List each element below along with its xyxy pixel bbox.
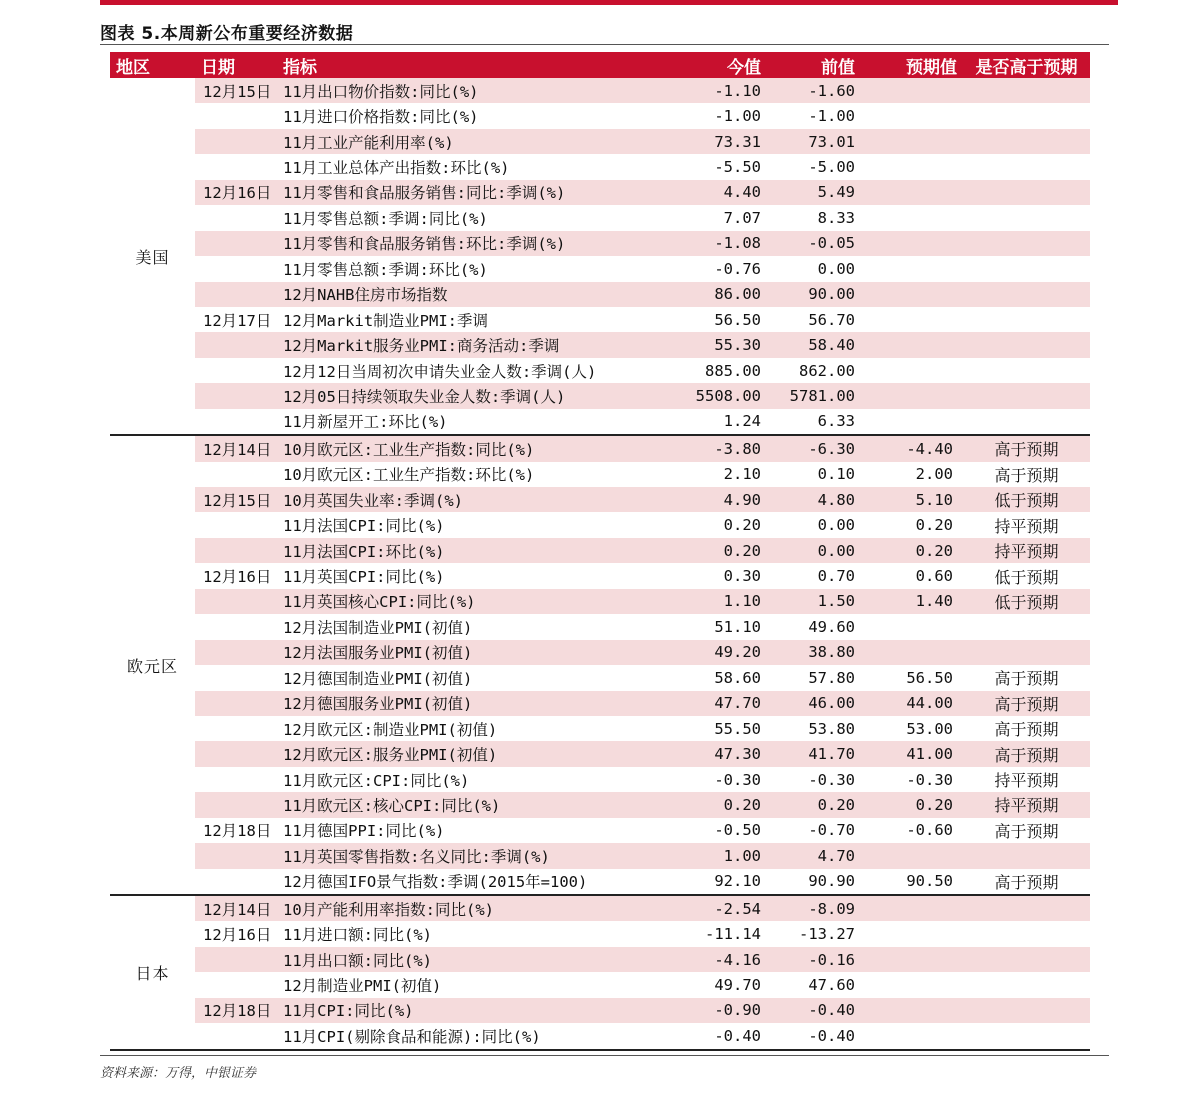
vs-expected-cell	[963, 614, 1090, 639]
date-cell	[195, 843, 283, 868]
indicator-cell: 10月英国失业率:季调(%)	[283, 487, 671, 512]
date-cell	[195, 154, 283, 179]
current-value-cell: -5.50	[714, 158, 761, 177]
current-value-cell: 49.20	[671, 640, 771, 665]
indicator-cell: 11月CPI(剔除食品和能源):同比(%)	[283, 1027, 541, 1046]
date-cell	[195, 716, 283, 741]
header-current: 今值	[671, 52, 771, 78]
previous-value-cell: 6.33	[817, 412, 855, 431]
date-cell	[195, 947, 283, 972]
current-value-cell: -0.30	[714, 770, 761, 789]
indicator-cell: 11月欧元区:CPI:同比(%)	[283, 771, 470, 790]
previous-value-cell: -0.40	[771, 998, 865, 1023]
previous-value-cell: -8.09	[771, 895, 865, 921]
indicator-cell: 11月法国CPI:环比(%)	[283, 538, 671, 563]
vs-expected-cell	[963, 256, 1090, 281]
vs-expected-cell: 持平预期	[994, 771, 1059, 791]
figure-title: 图表 5.本周新公布重要经济数据	[100, 24, 354, 44]
date-cell	[195, 640, 283, 665]
table-row	[110, 487, 1090, 512]
previous-value-cell: -1.60	[771, 78, 865, 103]
previous-value-cell: 5781.00	[771, 383, 865, 408]
table-row	[110, 129, 1090, 154]
indicator-cell: 11月法国CPI:同比(%)	[283, 517, 445, 536]
economic-data-table	[110, 52, 1090, 1051]
current-value-cell: 4.90	[671, 487, 771, 512]
vs-expected-cell: 高于预期	[963, 741, 1090, 766]
expected-value-cell	[865, 332, 963, 357]
current-value-cell: -0.50	[714, 821, 761, 840]
table-row	[110, 691, 1090, 716]
current-value-cell: -1.10	[671, 78, 771, 103]
table-row	[110, 512, 1090, 537]
current-value-cell: 0.20	[671, 538, 771, 563]
previous-value-cell: 90.90	[808, 872, 855, 891]
expected-value-cell: 1.40	[865, 589, 963, 614]
date-cell	[195, 767, 283, 792]
region-cell: 欧元区	[126, 656, 178, 676]
current-value-cell: 73.31	[671, 129, 771, 154]
date-cell	[195, 1023, 283, 1049]
vs-expected-cell	[963, 640, 1090, 665]
table-row	[110, 998, 1090, 1023]
vs-expected-cell	[963, 154, 1090, 179]
vs-expected-cell	[963, 409, 1090, 435]
current-value-cell: 92.10	[714, 872, 761, 891]
vs-expected-cell	[963, 383, 1090, 408]
table-row	[110, 332, 1090, 357]
current-value-cell: -0.76	[714, 259, 761, 278]
date-cell	[195, 741, 283, 766]
vs-expected-cell: 高于预期	[994, 872, 1059, 892]
indicator-cell: 11月欧元区:核心CPI:同比(%)	[283, 792, 671, 817]
top-accent-bar	[100, 0, 1118, 5]
previous-value-cell: -0.70	[808, 821, 855, 840]
date-cell	[195, 972, 283, 997]
expected-value-cell: -4.40	[865, 435, 963, 461]
expected-value-cell	[865, 78, 963, 103]
indicator-cell: 12月Markit制造业PMI:季调	[283, 311, 488, 330]
vs-expected-cell: 持平预期	[963, 792, 1090, 817]
table-row	[110, 358, 1090, 383]
expected-value-cell	[865, 843, 963, 868]
previous-value-cell: -0.16	[771, 947, 865, 972]
previous-value-cell: 0.10	[817, 465, 855, 484]
table-row	[110, 180, 1090, 205]
table-row	[110, 947, 1090, 972]
previous-value-cell: -1.00	[808, 107, 855, 126]
table-row	[110, 741, 1090, 766]
vs-expected-cell	[963, 921, 1090, 946]
previous-value-cell: -6.30	[771, 435, 865, 461]
expected-value-cell: 56.50	[906, 668, 953, 687]
table-row	[110, 665, 1090, 690]
indicator-cell: 12月NAHB住房市场指数	[283, 282, 671, 307]
vs-expected-cell	[963, 947, 1090, 972]
table-row	[110, 435, 1090, 461]
previous-value-cell: 73.01	[771, 129, 865, 154]
vs-expected-cell: 低于预期	[963, 589, 1090, 614]
current-value-cell: 47.30	[671, 741, 771, 766]
current-value-cell: 51.10	[714, 617, 761, 636]
table-row	[110, 103, 1090, 128]
vs-expected-cell	[963, 78, 1090, 103]
expected-value-cell	[865, 129, 963, 154]
vs-expected-cell	[963, 231, 1090, 256]
date-cell: 12月14日	[195, 895, 283, 921]
previous-value-cell: 41.70	[771, 741, 865, 766]
current-value-cell: 1.10	[671, 589, 771, 614]
current-value-cell: -0.40	[714, 1026, 761, 1045]
header-expected: 预期值	[865, 52, 963, 78]
date-cell	[195, 231, 283, 256]
header-indicator: 指标	[283, 52, 671, 78]
current-value-cell: 1.00	[671, 843, 771, 868]
current-value-cell: 4.40	[671, 180, 771, 205]
table-row	[110, 767, 1090, 792]
table-row	[110, 462, 1090, 487]
expected-value-cell	[865, 180, 963, 205]
expected-value-cell	[865, 1023, 963, 1049]
expected-value-cell	[865, 231, 963, 256]
date-cell	[195, 589, 283, 614]
previous-value-cell: 8.33	[817, 208, 855, 227]
expected-value-cell	[865, 154, 963, 179]
previous-value-cell: 0.20	[771, 792, 865, 817]
current-value-cell: 885.00	[705, 361, 761, 380]
indicator-cell: 11月零售总额:季调:同比(%)	[283, 209, 488, 228]
vs-expected-cell	[963, 972, 1090, 997]
current-value-cell: 58.60	[714, 668, 761, 687]
date-cell	[195, 538, 283, 563]
expected-value-cell	[865, 972, 963, 997]
previous-value-cell: 862.00	[799, 361, 855, 380]
indicator-cell: 12月Markit服务业PMI:商务活动:季调	[283, 332, 671, 357]
indicator-cell: 12月德国IFO景气指数:季调(2015年=100)	[283, 873, 588, 892]
current-value-cell: 7.07	[723, 208, 761, 227]
vs-expected-cell: 持平预期	[994, 516, 1059, 536]
date-cell: 12月16日	[195, 180, 283, 205]
current-value-cell: 86.00	[671, 282, 771, 307]
vs-expected-cell	[963, 895, 1090, 921]
indicator-cell: 11月进口价格指数:同比(%)	[283, 108, 479, 127]
expected-value-cell	[865, 205, 963, 230]
indicator-cell: 11月新屋开工:环比(%)	[283, 413, 448, 432]
header-vs-expected: 是否高于预期	[963, 52, 1090, 78]
table-row	[110, 818, 1090, 843]
previous-value-cell: -0.40	[808, 1026, 855, 1045]
current-value-cell: 47.70	[671, 691, 771, 716]
date-cell	[195, 409, 283, 435]
vs-expected-cell	[963, 282, 1090, 307]
previous-value-cell: 49.60	[808, 617, 855, 636]
date-cell: 12月18日	[195, 998, 283, 1023]
date-cell	[195, 256, 283, 281]
table-row	[110, 205, 1090, 230]
current-value-cell: 55.50	[714, 719, 761, 738]
date-cell	[195, 462, 283, 487]
current-value-cell: -1.00	[714, 107, 761, 126]
vs-expected-cell: 高于预期	[963, 435, 1090, 461]
indicator-cell: 11月英国零售指数:名义同比:季调(%)	[283, 843, 671, 868]
previous-value-cell: 5.49	[771, 180, 865, 205]
date-cell	[195, 512, 283, 537]
expected-value-cell: 0.20	[915, 516, 953, 535]
table-row	[110, 716, 1090, 741]
header-date: 日期	[195, 52, 283, 78]
table-row	[110, 843, 1090, 868]
vs-expected-cell	[963, 998, 1090, 1023]
expected-value-cell: -0.60	[906, 821, 953, 840]
indicator-cell: 11月CPI:同比(%)	[283, 998, 671, 1023]
date-cell	[195, 383, 283, 408]
current-value-cell: -2.54	[671, 895, 771, 921]
expected-value-cell	[865, 282, 963, 307]
indicator-cell: 12月法国制造业PMI(初值)	[283, 618, 473, 637]
date-cell: 12月16日	[203, 926, 272, 945]
expected-value-cell	[865, 640, 963, 665]
vs-expected-cell: 高于预期	[994, 465, 1059, 485]
previous-value-cell: 46.00	[771, 691, 865, 716]
previous-value-cell: 57.80	[808, 668, 855, 687]
date-cell	[195, 205, 283, 230]
previous-value-cell: 47.60	[808, 976, 855, 995]
date-cell	[195, 792, 283, 817]
previous-value-cell: 90.00	[771, 282, 865, 307]
region-cell: 美国	[135, 247, 170, 267]
current-value-cell: 0.30	[723, 567, 761, 586]
indicator-cell: 10月产能利用率指数:同比(%)	[283, 895, 671, 921]
title-rule	[100, 44, 1109, 45]
expected-value-cell: 0.60	[915, 567, 953, 586]
vs-expected-cell	[963, 332, 1090, 357]
expected-value-cell: 53.00	[906, 719, 953, 738]
previous-value-cell: 53.80	[808, 719, 855, 738]
expected-value-cell: -0.30	[906, 770, 953, 789]
expected-value-cell: 2.00	[915, 465, 953, 484]
table-row	[110, 589, 1090, 614]
expected-value-cell: 41.00	[865, 741, 963, 766]
table-row	[110, 307, 1090, 332]
expected-value-cell: 5.10	[865, 487, 963, 512]
indicator-cell: 12月德国服务业PMI(初值)	[283, 691, 671, 716]
previous-value-cell: 4.70	[771, 843, 865, 868]
previous-value-cell: 56.70	[808, 310, 855, 329]
indicator-cell: 12月制造业PMI(初值)	[283, 977, 442, 996]
current-value-cell: 2.10	[723, 465, 761, 484]
current-value-cell: -11.14	[705, 925, 761, 944]
expected-value-cell	[865, 947, 963, 972]
indicator-cell: 11月零售和食品服务销售:环比:季调(%)	[283, 231, 671, 256]
current-value-cell: 5508.00	[671, 383, 771, 408]
date-cell	[195, 358, 283, 383]
vs-expected-cell	[963, 843, 1090, 868]
date-cell	[195, 129, 283, 154]
table-row	[110, 792, 1090, 817]
indicator-cell: 11月英国核心CPI:同比(%)	[283, 589, 671, 614]
vs-expected-cell	[963, 358, 1090, 383]
table-row	[110, 869, 1090, 895]
table-row	[110, 256, 1090, 281]
vs-expected-cell: 高于预期	[994, 720, 1059, 740]
source-rule	[100, 1055, 1109, 1056]
date-cell: 12月18日	[203, 822, 272, 841]
expected-value-cell: 0.20	[865, 792, 963, 817]
date-cell	[195, 103, 283, 128]
current-value-cell: 1.24	[723, 412, 761, 431]
expected-value-cell: 44.00	[865, 691, 963, 716]
indicator-cell: 12月欧元区:制造业PMI(初值)	[283, 720, 498, 739]
indicator-cell: 12月12日当周初次申请失业金人数:季调(人)	[283, 362, 597, 381]
region-group	[110, 435, 1090, 895]
table-row	[110, 640, 1090, 665]
expected-value-cell	[865, 383, 963, 408]
table-row	[110, 154, 1090, 179]
table-row	[110, 921, 1090, 946]
expected-value-cell	[865, 614, 963, 639]
date-cell	[195, 869, 283, 895]
vs-expected-cell: 高于预期	[994, 821, 1059, 841]
indicator-cell: 12月05日持续领取失业金人数:季调(人)	[283, 383, 671, 408]
date-cell	[195, 691, 283, 716]
expected-value-cell	[865, 307, 963, 332]
current-value-cell: -4.16	[671, 947, 771, 972]
indicator-cell: 12月欧元区:服务业PMI(初值)	[283, 741, 671, 766]
current-value-cell: -0.90	[671, 998, 771, 1023]
date-cell: 12月14日	[195, 435, 283, 461]
indicator-cell: 12月法国服务业PMI(初值)	[283, 640, 671, 665]
current-value-cell: 56.50	[714, 310, 761, 329]
expected-value-cell	[865, 998, 963, 1023]
current-value-cell: 49.70	[714, 976, 761, 995]
previous-value-cell: -0.05	[771, 231, 865, 256]
expected-value-cell	[865, 921, 963, 946]
vs-expected-cell	[963, 307, 1090, 332]
previous-value-cell: 4.80	[771, 487, 865, 512]
table-row	[110, 538, 1090, 563]
previous-value-cell: 58.40	[771, 332, 865, 357]
previous-value-cell: -13.27	[799, 925, 855, 944]
expected-value-cell	[865, 256, 963, 281]
indicator-cell: 12月德国制造业PMI(初值)	[283, 669, 473, 688]
indicator-cell: 11月零售总额:季调:环比(%)	[283, 260, 488, 279]
table-row	[110, 614, 1090, 639]
previous-value-cell: -5.00	[808, 158, 855, 177]
table-row	[110, 563, 1090, 588]
indicator-cell: 11月出口额:同比(%)	[283, 947, 671, 972]
table-row	[110, 1023, 1090, 1049]
date-cell	[195, 614, 283, 639]
previous-value-cell: 38.80	[771, 640, 865, 665]
region-cell: 日本	[135, 963, 170, 983]
table-row	[110, 409, 1090, 435]
current-value-cell: -3.80	[671, 435, 771, 461]
vs-expected-cell: 持平预期	[963, 538, 1090, 563]
previous-value-cell: 0.00	[817, 259, 855, 278]
table-row	[110, 231, 1090, 256]
date-cell: 12月16日	[203, 568, 272, 587]
date-cell	[195, 332, 283, 357]
vs-expected-cell	[963, 103, 1090, 128]
indicator-cell: 11月工业产能利用率(%)	[283, 129, 671, 154]
table-row	[110, 383, 1090, 408]
vs-expected-cell: 高于预期	[963, 691, 1090, 716]
current-value-cell: -1.08	[671, 231, 771, 256]
indicator-cell: 10月欧元区:工业生产指数:环比(%)	[283, 466, 535, 485]
expected-value-cell: 90.50	[906, 872, 953, 891]
vs-expected-cell	[963, 205, 1090, 230]
current-value-cell: 0.20	[671, 792, 771, 817]
header-previous: 前值	[771, 52, 865, 78]
previous-value-cell: 0.70	[817, 567, 855, 586]
expected-value-cell: 0.20	[865, 538, 963, 563]
current-value-cell: 0.20	[723, 516, 761, 535]
previous-value-cell: 0.00	[817, 516, 855, 535]
indicator-cell: 11月英国CPI:同比(%)	[283, 568, 445, 587]
previous-value-cell: 0.00	[771, 538, 865, 563]
table-row	[110, 78, 1090, 103]
vs-expected-cell	[963, 1023, 1090, 1049]
previous-value-cell: -0.30	[808, 770, 855, 789]
region-group	[110, 895, 1090, 1050]
vs-expected-cell: 低于预期	[963, 487, 1090, 512]
date-cell	[195, 665, 283, 690]
table-row	[110, 895, 1090, 921]
indicator-cell: 11月零售和食品服务销售:同比:季调(%)	[283, 180, 671, 205]
table-row	[110, 972, 1090, 997]
expected-value-cell	[865, 103, 963, 128]
expected-value-cell	[865, 895, 963, 921]
vs-expected-cell	[963, 180, 1090, 205]
date-cell: 12月15日	[195, 487, 283, 512]
header-region: 地区	[110, 52, 195, 78]
indicator-cell: 11月出口物价指数:同比(%)	[283, 78, 671, 103]
region-group	[110, 78, 1090, 435]
expected-value-cell	[865, 409, 963, 435]
indicator-cell: 11月德国PPI:同比(%)	[283, 822, 445, 841]
vs-expected-cell: 低于预期	[994, 567, 1059, 587]
expected-value-cell	[865, 358, 963, 383]
date-cell: 12月17日	[203, 311, 272, 330]
vs-expected-cell	[963, 129, 1090, 154]
previous-value-cell: 1.50	[771, 589, 865, 614]
current-value-cell: 55.30	[671, 332, 771, 357]
date-cell: 12月15日	[195, 78, 283, 103]
indicator-cell: 11月进口额:同比(%)	[283, 926, 432, 945]
vs-expected-cell: 高于预期	[994, 669, 1059, 689]
indicator-cell: 10月欧元区:工业生产指数:同比(%)	[283, 435, 671, 461]
table-header	[110, 52, 1090, 78]
table-row	[110, 282, 1090, 307]
date-cell	[195, 282, 283, 307]
source-note: 资料来源：万得，中银证券	[100, 1066, 257, 1081]
indicator-cell: 11月工业总体产出指数:环比(%)	[283, 159, 510, 178]
